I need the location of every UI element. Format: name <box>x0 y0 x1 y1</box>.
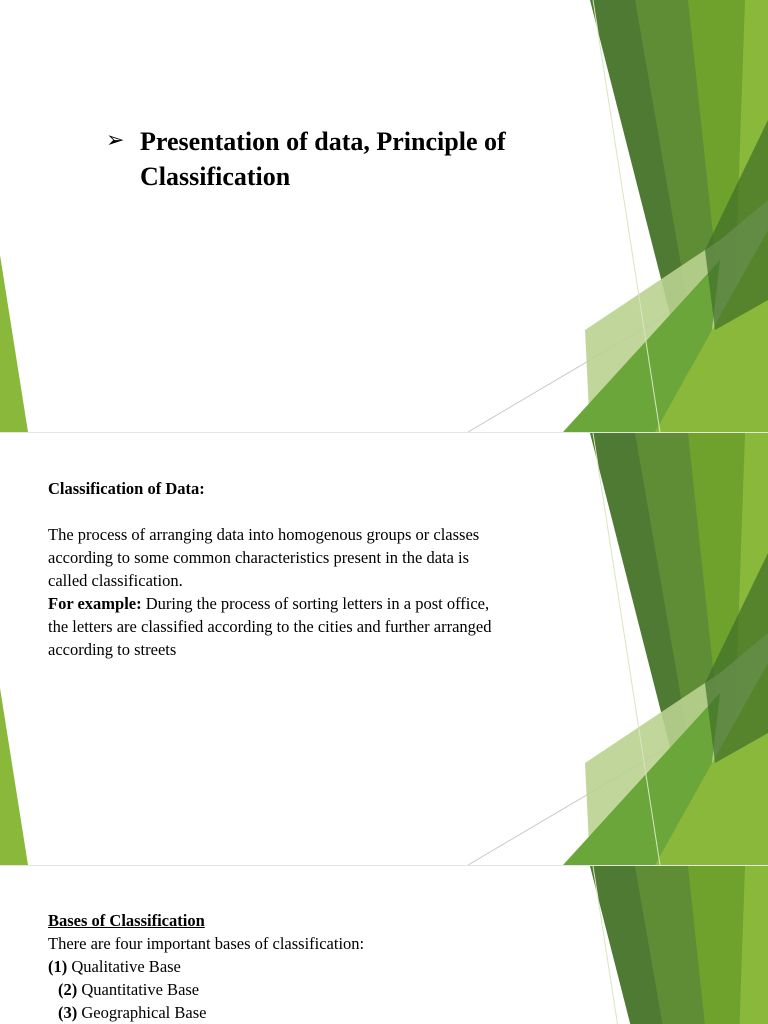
example-text: During the process of sorting letters in a post office, <box>141 594 490 613</box>
section-heading: Classification of Data: <box>48 479 205 498</box>
item-number: (2) <box>58 980 78 999</box>
section-heading: Bases of Classification <box>48 911 205 930</box>
green-facet-decoration <box>0 0 768 432</box>
example-line <box>48 592 578 615</box>
title-text <box>140 124 570 194</box>
list-item <box>48 1001 578 1024</box>
paragraph-line: called classification. <box>48 571 183 590</box>
title-line-1: Presentation of data, Principle of <box>140 127 506 156</box>
item-number: (1) <box>48 957 68 976</box>
item-number: (3) <box>58 1003 78 1022</box>
example-line: the letters are classified according to the cities and further arranged <box>48 617 492 636</box>
example-label: For example: <box>48 594 142 613</box>
arrow-bullet-icon: ➢ <box>106 128 125 153</box>
item-label: Qualitative Base <box>67 957 181 976</box>
slide-2 <box>0 433 768 865</box>
title-line-2: Classification <box>140 162 291 191</box>
paragraph-line: The process of arranging data into homogenous groups or classes <box>48 525 480 544</box>
example-line: according to streets <box>48 640 177 659</box>
slide-1 <box>0 0 768 432</box>
item-label: Geographical Base <box>77 1003 207 1022</box>
list-item <box>48 955 578 978</box>
slide-3 <box>0 866 768 1024</box>
list-item <box>48 978 578 1001</box>
paragraph-line: according to some common characteristics present in the data is <box>48 548 470 567</box>
bases-content <box>48 909 578 1024</box>
item-label: Quantitative Base <box>77 980 200 999</box>
intro-line: There are four important bases of classification: <box>48 934 365 953</box>
classification-content <box>48 477 578 661</box>
